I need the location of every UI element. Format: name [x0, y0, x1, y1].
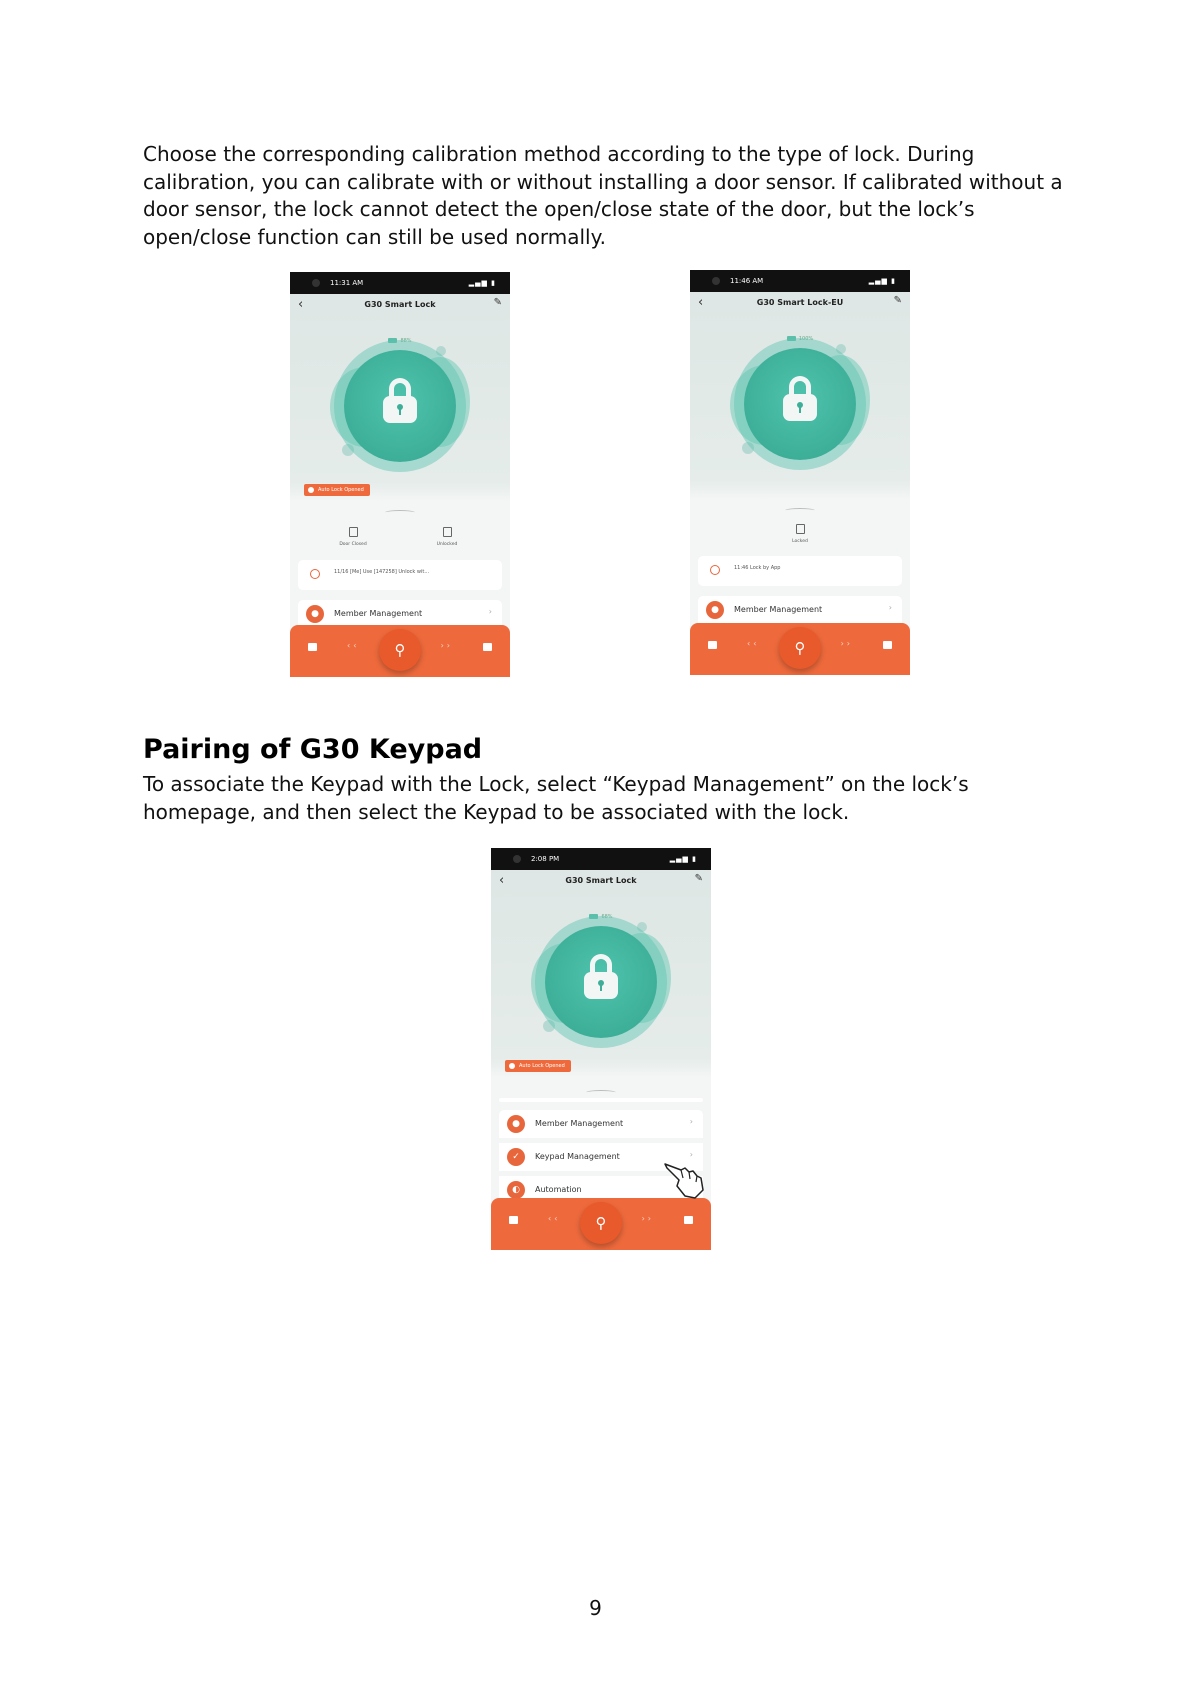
recent-log[interactable] [298, 560, 502, 590]
arrows-left-icon: ‹‹ [747, 639, 760, 648]
status-bar [690, 270, 910, 292]
chevron-right-icon: › [689, 1117, 693, 1126]
lock-icon[interactable] [308, 643, 317, 651]
battery-indicator [690, 336, 910, 342]
signal-icon: ▂▄▆ ▮ [669, 855, 697, 863]
signal-icon: ▂▄▆ ▮ [468, 279, 496, 287]
lock-button[interactable] [545, 926, 657, 1038]
badge-text: Auto Lock Opened [519, 1063, 565, 1069]
bottom-action-bar [290, 625, 510, 677]
decor-dot [436, 346, 446, 356]
status-bar [290, 272, 510, 294]
intro-paragraph: Choose the corresponding calibration method according to the type of lock. During calibration, you can calibrate with or without installing a door sensor. If calibrated without a door sensor, the lock cannot detect the open/close state of the door, but the lock’s open/close function can still be used normally. [143, 142, 1063, 249]
screen-title: G30 Smart Lock-EU [756, 298, 844, 307]
edit-icon[interactable]: ✎ [694, 873, 703, 884]
battery-level: 68% [601, 914, 613, 920]
section-heading: Pairing of G30 Keypad [143, 734, 483, 765]
section-paragraph: To associate the Keypad with the Lock, select “Keypad Management” on the lock’s homepage, and then select the Keypad to be associated with the lock. [143, 772, 969, 824]
chevron-right-icon: › [488, 607, 492, 616]
unlocked-icon [443, 527, 452, 537]
keypad-icon: ✓ [507, 1148, 525, 1166]
locked-icon [796, 524, 805, 534]
arrows-right-icon: ›› [440, 641, 453, 650]
battery-icon [787, 336, 796, 341]
door-state: Door Closed [318, 527, 388, 547]
unlock-icon[interactable] [483, 643, 492, 651]
menu-label: Member Management [734, 605, 823, 614]
menu-item-member-management[interactable] [298, 600, 502, 628]
key-button[interactable]: ⚲ [779, 627, 821, 669]
decor-dot [342, 444, 354, 456]
bell-icon [310, 569, 320, 579]
page-number: 9 [589, 1596, 602, 1620]
arrows-left-icon: ‹‹ [548, 1214, 561, 1223]
app-screenshot-calibration-without-sensor [690, 270, 910, 675]
recent-log[interactable] [698, 556, 902, 586]
menu-label: Member Management [334, 609, 423, 618]
log-text: 11:46 Lock by App [734, 565, 781, 571]
arrows-right-icon: ›› [840, 639, 853, 648]
screen-title: G30 Smart Lock [364, 300, 436, 309]
decor-dot [543, 1020, 555, 1032]
app-header [290, 294, 510, 318]
lock-icon[interactable] [509, 1216, 518, 1224]
door-icon [349, 527, 358, 537]
decor-dot [742, 442, 754, 454]
collapsed-card [499, 1098, 703, 1102]
person-icon: ● [306, 605, 324, 623]
key-button[interactable]: ⚲ [580, 1202, 622, 1244]
signal-icon: ▂▄▆ ▮ [868, 277, 896, 285]
menu-item-member-management[interactable] [499, 1110, 703, 1138]
camera-icon [712, 277, 720, 285]
battery-level: 100% [798, 336, 814, 342]
chevron-right-icon: › [888, 603, 892, 612]
decor-dot [637, 922, 647, 932]
back-icon[interactable]: ‹ [298, 297, 304, 312]
app-header [491, 870, 711, 894]
app-screenshot-calibration-with-sensor [290, 272, 510, 677]
battery-level: 88% [400, 338, 412, 344]
back-icon[interactable]: ‹ [698, 295, 704, 310]
app-header [690, 292, 910, 316]
status-bar [491, 848, 711, 870]
menu-item-member-management[interactable] [698, 596, 902, 624]
lock-state: Unlocked [412, 527, 482, 547]
camera-icon [312, 279, 320, 287]
camera-icon [513, 855, 521, 863]
menu-label: Keypad Management [535, 1152, 620, 1161]
auto-lock-badge [304, 484, 370, 496]
lock-button[interactable] [344, 350, 456, 462]
lock-state: Locked [765, 524, 835, 544]
unlock-icon[interactable] [684, 1216, 693, 1224]
battery-icon [589, 914, 598, 919]
decor-dot [836, 344, 846, 354]
edit-icon[interactable]: ✎ [893, 295, 902, 306]
key-button[interactable]: ⚲ [379, 629, 421, 671]
pull-handle[interactable] [785, 508, 815, 513]
menu-label: Member Management [535, 1119, 624, 1128]
edit-icon[interactable]: ✎ [493, 297, 502, 308]
pull-handle[interactable] [586, 1090, 616, 1095]
menu-label: Automation [535, 1185, 582, 1194]
status-time: 11:46 AM [730, 277, 764, 285]
arrows-right-icon: ›› [641, 1214, 654, 1223]
status-time: 11:31 AM [330, 279, 364, 287]
bell-icon [710, 565, 720, 575]
battery-indicator [290, 338, 510, 344]
chevron-right-icon: › [689, 1150, 693, 1159]
person-icon: ● [706, 601, 724, 619]
auto-lock-badge [505, 1060, 571, 1072]
pull-handle[interactable] [385, 510, 415, 515]
status-time: 2:08 PM [531, 855, 560, 863]
bottom-action-bar [690, 623, 910, 675]
automation-icon: ◐ [507, 1181, 525, 1199]
app-screenshot-keypad-pairing [491, 848, 711, 1250]
arrows-left-icon: ‹‹ [347, 641, 360, 650]
battery-icon [388, 338, 397, 343]
lock-icon[interactable] [708, 641, 717, 649]
bottom-action-bar [491, 1198, 711, 1250]
hand-pointer-icon [663, 1156, 707, 1200]
person-icon: ● [507, 1115, 525, 1133]
battery-indicator [491, 914, 711, 920]
badge-text: Auto Lock Opened [318, 487, 364, 493]
log-text: 11/16 [Me] Use [147258] Unlock wit... [334, 569, 430, 575]
lock-button[interactable] [744, 348, 856, 460]
unlock-icon[interactable] [883, 641, 892, 649]
back-icon[interactable]: ‹ [499, 873, 505, 888]
screen-title: G30 Smart Lock [565, 876, 637, 885]
